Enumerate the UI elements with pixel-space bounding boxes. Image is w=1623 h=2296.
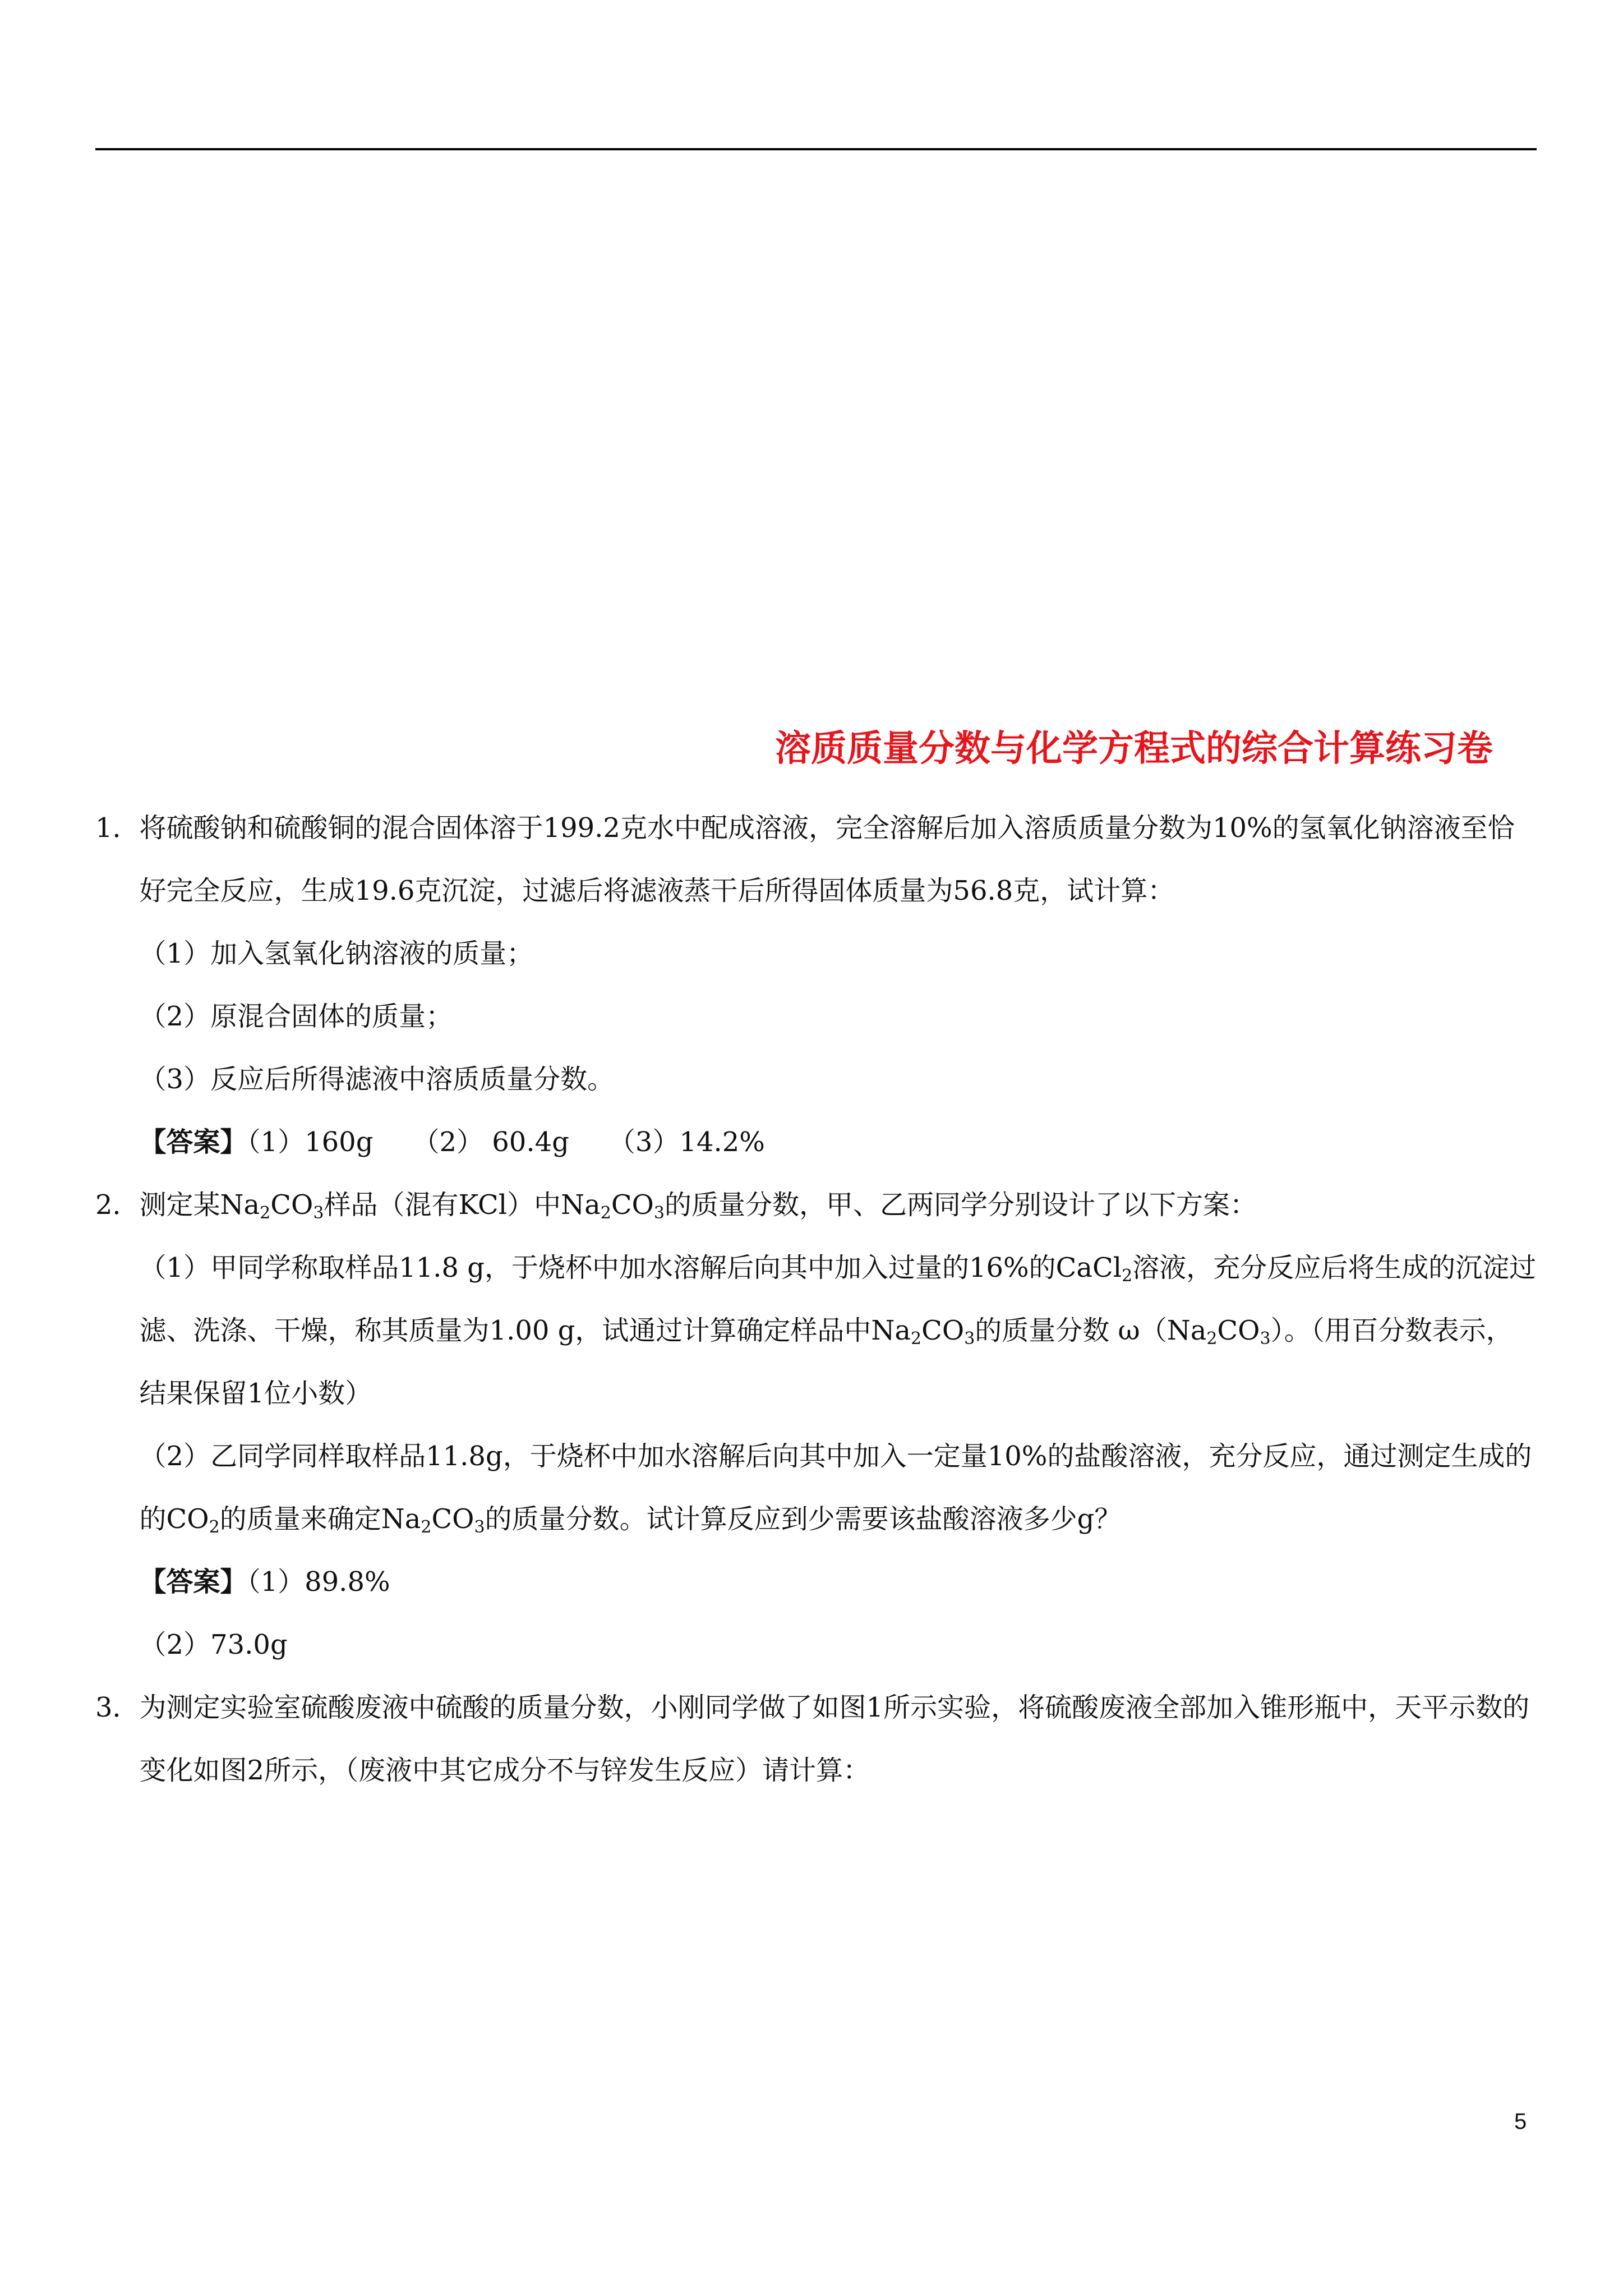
page-title: 溶质质量分数与化学方程式的综合计算练习卷 (775, 728, 1493, 770)
question-part: （2）原混合固体的质量； (139, 1001, 453, 1032)
question-stem: 将硫酸钠和硫酸铜的混合固体溶于199.2克水中配成溶液，完全溶解后加入溶质质量分数为10%的氢氧化钠溶液至恰好完全反应，生成19.6克沉淀，过滤后将滤液蒸干后所得固体质量为56.8克，试计算： (139, 812, 1515, 907)
question-stem: 测定某$Na_2CO_3$样品（混有KCl）中$Na_2CO_3$的质量分数，甲、乙两同学分别设计了以下方案： (139, 1189, 1257, 1223)
question-3 (95, 1676, 1538, 1802)
answer-item: （3）14.2% (608, 1126, 765, 1158)
question-part: （1）甲同学称取样品11.8 g，于烧杯中加水溶解后向其中加入过量的16%的CaCl$_2$溶液，充分反应后将生成的沉淀过滤、洗涤、干燥，称其质量为1.00 g，试通过计算确定样品中$Na_2CO_3$的质量分数 $\omega(Na_2CO_3)$。（用百分数表示，结果保留1位小数） (139, 1252, 1537, 1409)
question-1 (95, 797, 1538, 1174)
answer-item: （1）160g (247, 1126, 374, 1158)
answer-line (140, 1111, 1538, 1174)
question-2 (95, 1174, 1538, 1676)
question-part: （2）乙同学同样取样品11.8g，于烧杯中加水溶解后向其中加入一定量10%的盐酸溶液，充分反应，通过测定生成的的$CO_2$的质量来确定$Na_2CO_3$的质量分数。试计算反应到少需要该盐酸溶液多少g？ (139, 1441, 1532, 1537)
page-number: 5 (1514, 2109, 1527, 2134)
document-body (95, 797, 1538, 1802)
answer-line (140, 1550, 1538, 1613)
question-part: （3）反应后所得滤液中溶质质量分数。 (139, 1064, 615, 1095)
question-number: 2． (95, 1189, 140, 1221)
question-number: 3． (95, 1692, 140, 1723)
question-stem: 为测定实验室硫酸废液中硫酸的质量分数，小刚同学做了如图1所示实验，将硫酸废液全部加入锥形瓶中，天平示数的变化如图2所示，（废液中其它成分不与锌发生反应）请计算： (139, 1692, 1530, 1786)
answer-label: 【答案】 (139, 1126, 247, 1158)
question-number: 1． (95, 812, 140, 844)
answer-item: （2）73.0g (139, 1629, 288, 1660)
question-part: （1）加入氢氧化钠溶液的质量； (139, 938, 534, 969)
answer-label: 【答案】 (139, 1566, 247, 1598)
answer-item: （2） 60.4g (412, 1126, 569, 1158)
answer-item: （1）89.8% (247, 1566, 390, 1598)
header-rule (95, 148, 1537, 150)
